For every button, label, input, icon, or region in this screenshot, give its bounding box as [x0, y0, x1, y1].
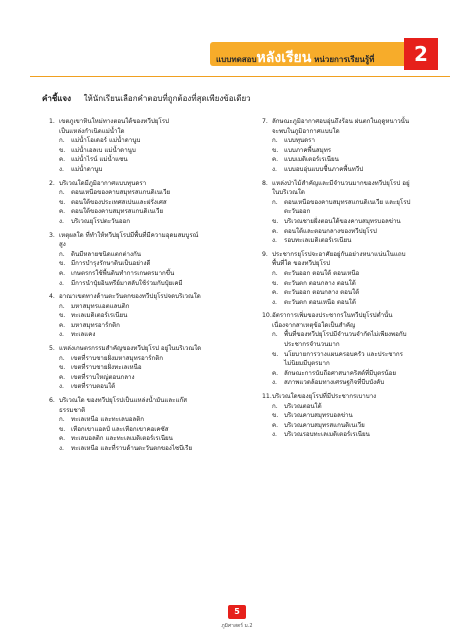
option-label: ง.	[272, 379, 277, 387]
question-number: 11.	[262, 393, 272, 401]
question-number: 6.	[49, 397, 55, 405]
answer-option	[49, 425, 239, 435]
question-text-continued: เป็นแหล่งกำเนิดแม่น้ำใด	[59, 127, 125, 135]
question-text-continued: เนื่องจากสาเหตุข้อใดเป็นสำคัญ	[272, 321, 356, 329]
question-text: อัตราการเพิ่มของประชากรในทวีปยุโรปต่ำนั้น	[272, 312, 393, 320]
option-label: ข.	[59, 425, 66, 433]
question-text: แหล่งป่าไม้สำคัญและมีจำนวนมากของทวีปยุโรป อยู่	[272, 179, 410, 187]
option-label: ง.	[59, 383, 64, 391]
answer-option-continued	[262, 359, 452, 369]
answer-option	[262, 430, 452, 440]
answer-option	[49, 136, 239, 146]
answer-option	[262, 402, 452, 412]
question-number: 10.	[262, 312, 272, 320]
option-text: ตอนเหนือของคาบสมุทรสแกนดิเนเวีย	[71, 189, 171, 197]
option-label-spacer	[272, 207, 284, 217]
question-number: 9.	[262, 250, 268, 258]
option-label: ง.	[272, 431, 277, 439]
option-text: ทะเลเหนือ และที่ราบด้านตะวันตกของไซบีเรีย	[71, 445, 193, 452]
question-text: บริเวณใดมีภูมิอากาศแบบทุนดรา	[59, 179, 147, 187]
option-label: ง.	[59, 279, 64, 287]
answer-option	[262, 378, 452, 388]
answer-option	[49, 311, 239, 321]
option-text: ลักษณะการนับถือศาสนาคริสต์ที่มีบุตรน้อย	[284, 369, 396, 377]
option-label: ก.	[272, 402, 278, 410]
answer-option	[49, 373, 239, 383]
question-stem	[262, 311, 452, 321]
question	[49, 231, 239, 289]
option-label: ง.	[272, 237, 277, 245]
question	[49, 396, 239, 454]
question-text-continued: พื้นที่ใด ของทวีปยุโรป	[272, 260, 331, 268]
answer-option	[262, 165, 452, 175]
option-text: บริเวณคาบสมุทรสแกนดิเนเวีย	[284, 421, 365, 429]
banner-unit-label: หน่วยการเรียนรู้ที่	[314, 55, 375, 64]
answer-option	[262, 369, 452, 379]
question-stem	[262, 179, 452, 189]
answer-option	[49, 165, 239, 175]
question-stem	[49, 231, 239, 241]
option-label-spacer	[272, 340, 284, 350]
question-text: ประชากรยุโรปจะอาศัยอยู่กันอย่างหนาแน่นในแถบ	[272, 250, 406, 258]
option-text: แบบทุนดรา	[284, 137, 315, 145]
option-text: บริเวณชายฝั่งตอนใต้ของคาบสมุทรบอลข่าน	[284, 217, 401, 225]
question	[262, 392, 452, 440]
option-text: เกษตรกรใช้พื้นดินทำการเกษตรมากขึ้น	[71, 269, 175, 277]
answer-option	[262, 198, 452, 208]
option-text: นโยบายการวางแผนครอบครัว และประชากร	[284, 350, 403, 358]
option-label: ก.	[272, 198, 278, 206]
answer-option	[49, 382, 239, 392]
question	[49, 117, 239, 175]
answer-option	[262, 146, 452, 156]
option-label: ก.	[59, 137, 65, 145]
option-label: ค.	[59, 269, 66, 277]
answer-option	[262, 155, 452, 165]
option-text: ดินมีหลายชนิดแตกต่างกัน	[71, 250, 141, 258]
option-label: ค.	[59, 435, 66, 443]
unit-number-badge: 2	[404, 38, 438, 70]
option-label: ค.	[59, 156, 66, 164]
option-label: ข.	[59, 260, 66, 268]
question-number: 3.	[49, 231, 55, 239]
answer-option	[49, 415, 239, 425]
option-text: ตะวันออก ตอนใต้ ตอนเหนือ	[284, 269, 360, 277]
answer-option	[262, 269, 452, 279]
option-text: มหาสมุทรแอตแลนติก	[71, 302, 130, 310]
question	[262, 311, 452, 388]
option-label: ก.	[59, 250, 65, 258]
option-label: ค.	[272, 227, 279, 235]
answer-option	[262, 217, 452, 227]
option-text: เขตที่ราบใหญ่ตอนกลาง	[71, 373, 135, 381]
answer-option	[49, 250, 239, 260]
option-text: เขตที่ราบชายฝั่งมหาสมุทรอาร์กติก	[71, 354, 164, 362]
answer-option	[262, 330, 452, 340]
question-text-continued: จะพบในภูมิอากาศแบบใด	[272, 127, 340, 135]
option-text: ตอนเหนือของคาบสมุทรสแกนดิเนเวีย และยุโรป	[284, 198, 411, 206]
option-label: ข.	[272, 279, 279, 287]
answer-option	[262, 236, 452, 246]
option-text: มีการนำปุ๋ยอินทรีย์มาสลับใช้ร่วมกับปุ๋ยเคมี	[71, 279, 183, 287]
instruction-lead: คำชี้แจง	[42, 94, 72, 103]
question-text-continued: สูง	[59, 241, 66, 249]
question-column-right	[262, 117, 452, 444]
answer-option	[49, 146, 239, 156]
question-text: แหล่งเกษตรกรรมสำคัญของทวีปยุโรป อยู่ในบริเวณใด	[59, 345, 202, 353]
option-text: เทือกเขาแอลป์ และเทือกเขาคอเคซัส	[71, 425, 169, 433]
option-label: ก.	[59, 302, 65, 310]
answer-option	[262, 411, 452, 421]
option-text: บริเวณยุโรปตะวันออก	[71, 217, 131, 225]
question-stem	[262, 117, 452, 127]
option-text: เขตที่ราบตอนใต้	[71, 383, 116, 391]
option-label: ค.	[272, 421, 279, 429]
question-text: ลักษณะภูมิอากาศอบอุ่นถึงร้อน ฝนตกในฤดูหนาวนั้น	[272, 118, 410, 125]
page-caption: ภูมิศาสตร์ ม.2	[221, 623, 253, 629]
option-text: ตะวันออก ตอนกลาง ตอนใต้	[284, 289, 360, 297]
banner-small-label: แบบทดสอบ	[216, 55, 257, 64]
question-text: เขตภูเขาหินใหม่ทางตอนใต้ของทวีปยุโรป	[59, 118, 169, 125]
answer-option	[49, 155, 239, 165]
option-text: พื้นที่ของทวีปยุโรปมีจำนวนจำกัดไม่เพียงพอกับ	[284, 331, 407, 339]
page-number: 5	[228, 605, 246, 619]
question-stem	[49, 117, 239, 127]
option-text: บริเวณตอนใต้	[284, 402, 322, 410]
instruction	[42, 92, 251, 105]
answer-option	[49, 198, 239, 208]
option-text: แบบเมดิเตอร์เรเนียน	[284, 156, 339, 164]
option-label: ข.	[59, 198, 66, 206]
question-stem	[49, 179, 239, 189]
question-number: 4.	[49, 293, 55, 301]
question-text: เหตุผลใด ที่ทำให้ทวีปยุโรปมีพื้นที่มีความอุดมสมบูรณ์	[59, 231, 199, 239]
option-text: แม่น้ำไรน์ แม่น้ำแซน	[71, 156, 128, 164]
question-number: 8.	[262, 179, 268, 187]
option-label: ข.	[272, 217, 279, 225]
header-divider	[30, 76, 450, 77]
option-text: แม่น้ำเอลเบ แม่น้ำดานูบ	[71, 146, 136, 154]
option-label: ก.	[59, 354, 65, 362]
option-label: ก.	[272, 137, 278, 145]
option-label: ข.	[272, 146, 279, 154]
question-stem	[49, 396, 239, 406]
answer-option	[49, 434, 239, 444]
option-label: ข.	[59, 364, 66, 372]
question-stem	[262, 250, 452, 260]
question-number: 2.	[49, 179, 55, 187]
banner-text	[216, 47, 374, 69]
option-label: ง.	[59, 445, 64, 452]
option-label: ก.	[272, 269, 278, 277]
answer-option	[49, 259, 239, 269]
option-label: ง.	[272, 165, 277, 173]
question-text: บริเวณใด ของทวีปยุโรปเป็นแหล่งน้ำมันและแก๊ส	[59, 397, 188, 405]
answer-option	[262, 350, 452, 360]
option-label: ค.	[59, 321, 66, 329]
question-stem	[262, 392, 452, 402]
option-label: ง.	[59, 331, 64, 339]
question-text-continued: ในบริเวณใด	[272, 189, 305, 197]
question-column-left	[49, 117, 239, 458]
option-label: ง.	[59, 217, 64, 225]
option-text: ตอนใต้และตอนกลางของทวีปยุโรป	[284, 227, 377, 235]
option-label: ก.	[59, 416, 65, 424]
answer-option	[49, 217, 239, 227]
option-text: ทะเลบอลติก และทะเลเมดิเตอร์เรเนียน	[71, 435, 173, 443]
option-text: บริเวณรอบทะเลเมดิเตอร์เรเนียน	[284, 431, 370, 439]
option-text: ทะเลเมดิเตอร์เรเนียน	[71, 312, 128, 320]
question-stem	[49, 292, 239, 302]
option-label: ก.	[272, 331, 278, 339]
option-text: รอบทะเลเมดิเตอร์เรเนียน	[284, 237, 352, 245]
option-text: บริเวณคาบสมุทรบอลข่าน	[284, 412, 353, 420]
option-label: ข.	[59, 146, 66, 154]
option-text: แม่น้ำโอเดอร์ แม่น้ำดานูบ	[71, 137, 141, 145]
question-number: 5.	[49, 345, 55, 353]
question	[262, 117, 452, 175]
option-label: ง.	[272, 298, 277, 306]
option-text: ตะวันตก ตอนกลาง ตอนใต้	[284, 279, 356, 287]
answer-option-continued	[262, 207, 452, 217]
option-text: แบบอบอุ่นแบบชื้นภาคพื้นทวีป	[284, 165, 364, 173]
option-text: มหาสมุทรอาร์กติก	[71, 321, 120, 329]
option-label: ค.	[272, 156, 279, 164]
instruction-text: ให้นักเรียนเลือกคำตอบที่ถูกต้องที่สุดเพียงข้อเดียว	[83, 94, 251, 103]
option-text: ทะเลแคง	[71, 331, 96, 339]
answer-option	[262, 288, 452, 298]
option-text: แบบภาคพื้นสมุทร	[284, 146, 332, 154]
question	[49, 179, 239, 227]
banner-title: หลังเรียน	[256, 50, 312, 66]
option-text: ตอนใต้ของคาบสมุทรสแกนดิเนเวีย	[71, 208, 164, 216]
option-text: ตอนใต้ของประเทศสเปนและฝรั่งเศส	[71, 198, 167, 206]
option-label: ค.	[59, 208, 66, 216]
option-label: ข.	[59, 312, 66, 320]
answer-option	[262, 421, 452, 431]
question-text-continued: ธรรมชาติ	[59, 406, 86, 414]
answer-option	[49, 188, 239, 198]
option-label: ง.	[59, 165, 64, 173]
answer-option	[49, 444, 239, 454]
option-label-spacer	[272, 359, 284, 369]
option-text: มีการบำรุงรักษาดินเป็นอย่างดี	[71, 260, 151, 268]
question	[49, 292, 239, 340]
option-text: สภาพแวดล้อมทางเศรษฐกิจที่บีบบังคับ	[284, 379, 385, 387]
answer-option	[262, 136, 452, 146]
answer-option	[49, 330, 239, 340]
option-text: ตะวันตก ตอนเหนือ ตอนใต้	[284, 298, 356, 306]
answer-option	[262, 227, 452, 237]
option-label: ค.	[59, 373, 66, 381]
answer-option	[49, 363, 239, 373]
answer-option	[49, 269, 239, 279]
question-text: อาณาเขตทางด้านตะวันตกของทวีปยุโรปจดบริเวณใด	[59, 293, 201, 301]
question	[262, 250, 452, 308]
option-text: ทะเลเหนือ และทะเลบอลติก	[71, 416, 145, 424]
question-number: 1.	[49, 118, 55, 125]
answer-option	[49, 279, 239, 289]
option-label: ค.	[272, 369, 279, 377]
option-text-continued: ประชากรจำนวนมาก	[284, 341, 340, 349]
option-text: แม่น้ำดานูบ	[71, 165, 103, 173]
question	[49, 344, 239, 392]
option-label: ข.	[272, 350, 279, 358]
option-text-continued: ไม่นิยมมีบุตรมาก	[284, 360, 330, 368]
answer-option	[49, 302, 239, 312]
question	[262, 179, 452, 246]
answer-option	[49, 207, 239, 217]
question-number: 7.	[262, 118, 268, 125]
answer-option	[262, 279, 452, 289]
answer-option	[262, 298, 452, 308]
question-text: บริเวณใดของยุโรปที่มีประชากรเบาบาง	[272, 393, 377, 401]
header-banner	[210, 40, 410, 68]
question-stem	[49, 344, 239, 354]
option-text: เขตที่ราบชายฝั่งทะเลเหนือ	[71, 364, 142, 372]
answer-option	[49, 354, 239, 364]
answer-option	[49, 321, 239, 331]
answer-option-continued	[262, 340, 452, 350]
option-label: ค.	[272, 289, 279, 297]
option-label: ข.	[272, 412, 279, 420]
option-text-continued: ตะวันออก	[284, 208, 311, 216]
option-label: ก.	[59, 189, 65, 197]
